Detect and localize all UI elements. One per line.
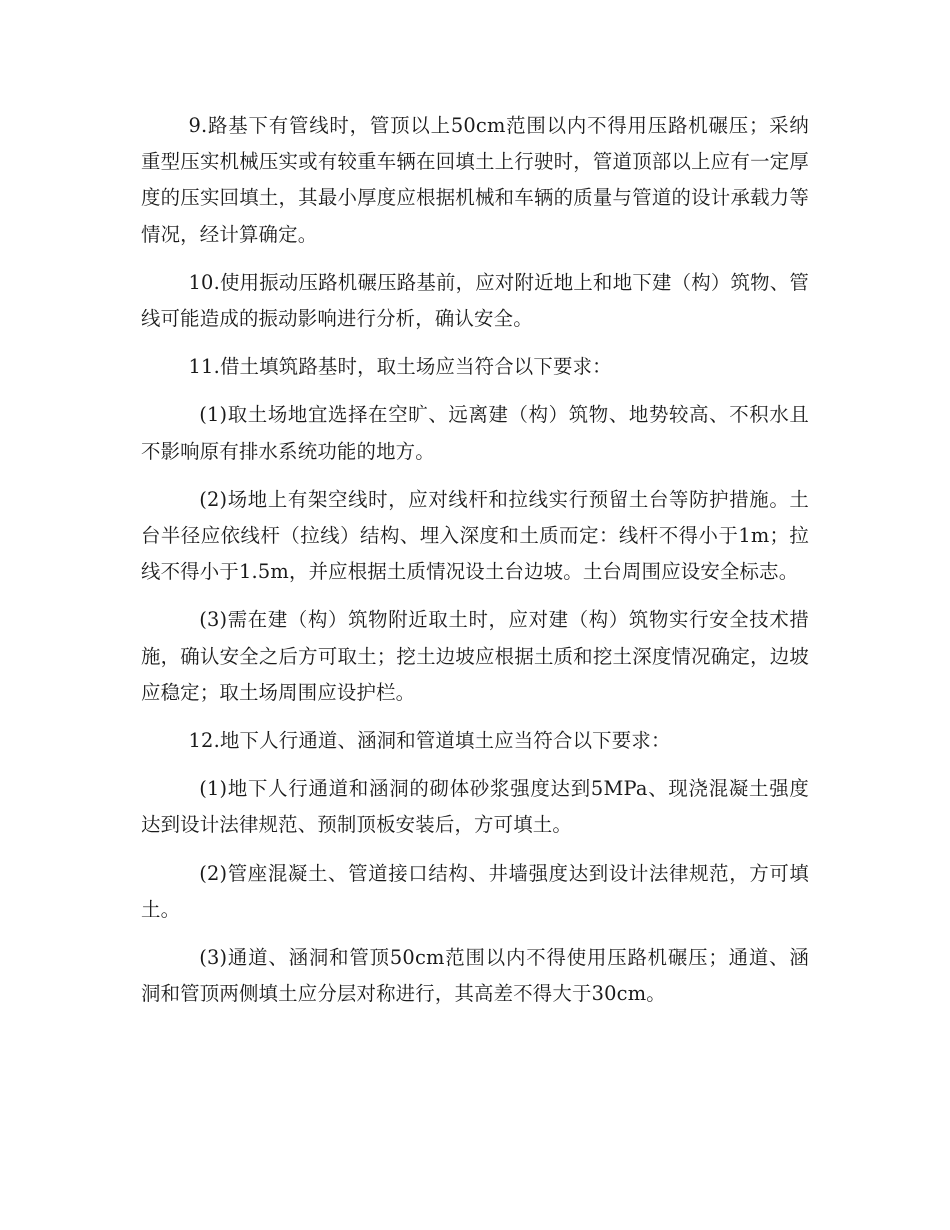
paragraph-item-12-2: (2)管座混凝土、管道接口结构、井墙强度达到设计法律规范，方可填土。 bbox=[141, 861, 809, 921]
paragraph-item-9: 9.路基下有管线时，管顶以上50cm范围以内不得用压路机碾压；采纳重型压实机械压实或有较重车辆在回填土上行驶时，管道顶部以上应有一定厚度的压实回填土，其最小厚度应根据机械和车辆的质量与管道的设计承载力等情况，经计算确定。 bbox=[141, 114, 809, 246]
paragraph-item-12: 12.地下人行通道、涵洞和管道填土应当符合以下要求： bbox=[188, 729, 671, 753]
paragraph-item-12-1: (1)地下人行通道和涵洞的砌体砂浆强度达到5MPa、现浇混凝土强度达到设计法律规范、预制顶板安装后，方可填土。 bbox=[141, 777, 809, 837]
paragraph-item-10: 10.使用振动压路机碾压路基前，应对附近地上和地下建（构）筑物、管线可能造成的振动影响进行分析，确认安全。 bbox=[141, 270, 809, 331]
paragraph-item-11: 11.借土填筑路基时，取土场应当符合以下要求： bbox=[188, 355, 612, 379]
paragraph-item-11-2: (2)场地上有架空线时，应对线杆和拉线实行预留土台等防护措施。土台半径应依线杆（拉线）结构、埋入深度和土质而定：线杆不得小于1m；拉线不得小于1.5m，并应根据土质情况设土台边坡。土台周围应设安全标志。 bbox=[141, 487, 809, 584]
document-body bbox=[141, 108, 809, 1024]
paragraph-item-11-3: (3)需在建（构）筑物附近取土时，应对建（构）筑物实行安全技术措施，确认安全之后方可取土；挖土边坡应根据土质和挖土深度情况确定，边坡应稳定；取土场周围应设护栏。 bbox=[141, 608, 809, 704]
paragraph-item-11-1: (1)取土场地宜选择在空旷、远离建（构）筑物、地势较高、不积水且不影响原有排水系统功能的地方。 bbox=[141, 403, 809, 463]
paragraph-item-12-3: (3)通道、涵洞和管顶50cm范围以内不得使用压路机碾压；通道、涵洞和管顶两侧填土应分层对称进行，其高差不得大于30cm。 bbox=[141, 946, 809, 1006]
